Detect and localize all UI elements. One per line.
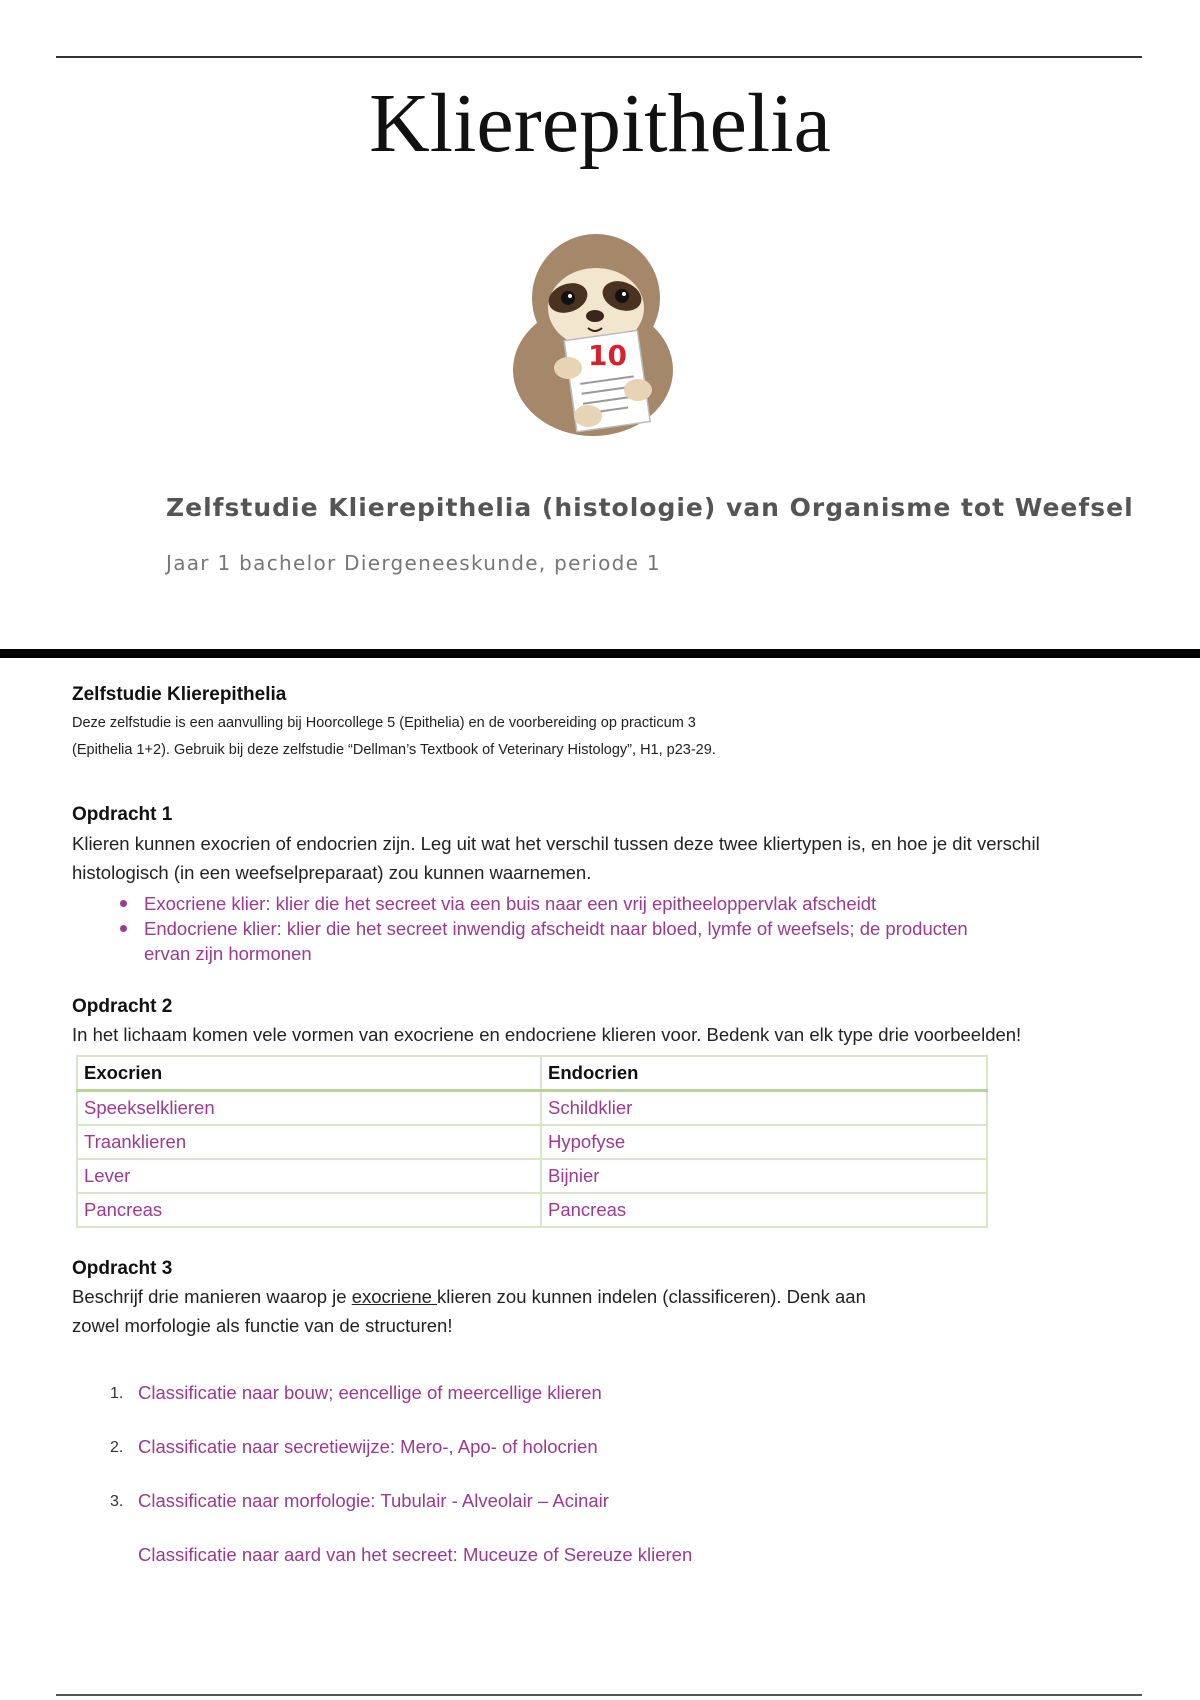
top-rule [56,56,1142,58]
question-line [72,1282,1132,1311]
bullet-icon [120,900,127,907]
question-line: zowel morfologie als functie van de structuren! [72,1315,453,1336]
answer-text: Classificatie naar aard van het secreet: Muceuze of Sereuze klieren [138,1544,693,1565]
table-cell: Pancreas [77,1193,541,1227]
bottom-rule [56,1694,1142,1696]
answer-number: 3. [110,1493,124,1510]
answer-number: 1. [110,1385,124,1402]
assignment-1-answers [72,891,1132,966]
answer-text: Classificatie naar morfologie: Tubulair - Alveolair – Acinair [138,1490,609,1511]
glands-table [76,1055,988,1228]
intro-title: Zelfstudie Klierepithelia [72,684,287,705]
cover-subtitle: Zelfstudie Klierepithelia (histologie) van Organisme tot Weefsel [166,493,1134,522]
answer-text: Endocriene klier: klier die het secreet inwendig afscheidt naar bloed, lymfe of weefsels; de producten ervan zijn hormonen [144,918,968,964]
table-cell: Lever [77,1159,541,1193]
assignment-2 [72,996,1132,1228]
intro-section [72,684,1132,764]
table-row [77,1091,987,1126]
table-cell: Pancreas [541,1193,987,1227]
numbered-answer [72,1540,1132,1594]
intro-text-line: (Epithelia 1+2). Gebruik bij deze zelfstudie “Dellman’s Textbook of Veterinary Histology”, H1, p23-29. [72,742,716,758]
page-content [72,684,1132,1594]
intro-text [72,710,832,764]
numbered-answer [72,1432,1132,1486]
answer-text: Classificatie naar bouw; eencellige of meercellige klieren [138,1382,602,1403]
table-cell: Hypofyse [541,1125,987,1159]
answer-number: 2. [110,1439,124,1456]
numbered-answer [72,1486,1132,1540]
assignment-3 [72,1258,1132,1594]
assignment-1-title: Opdracht 1 [72,804,173,825]
answer-bullet [120,891,984,916]
assignment-1 [72,804,1132,966]
answer-bullet [120,916,984,966]
answer-text: Classificatie naar secretiewijze: Mero-, Apo- of holocrien [138,1436,598,1457]
assignment-3-question [72,1282,1132,1340]
page-title: Klierepithelia [369,77,831,170]
question-underlined-word: exocriene [351,1286,438,1307]
sloth-mascot-image [498,230,688,440]
section-divider [0,649,1200,658]
intro-text-line: Deze zelfstudie is een aanvulling bij Hoorcollege 5 (Epithelia) en de voorbereiding op practicum 3 [72,715,696,731]
table-row [77,1125,987,1159]
question-text: Beschrijf drie manieren waarop je [72,1286,352,1307]
assignment-3-title: Opdracht 3 [72,1258,173,1279]
column-header-endocrien: Endocrien [541,1056,987,1091]
table-header-row [77,1056,987,1091]
table-row [77,1159,987,1193]
table-cell: Traanklieren [77,1125,541,1159]
assignment-3-answers [72,1378,1132,1594]
mascot-badge: 10 [588,339,627,372]
answer-text: Exocriene klier: klier die het secreet via een buis naar een vrij epitheeloppervlak afscheidt [144,893,877,914]
cover-year-line: Jaar 1 bachelor Diergeneeskunde, periode 1 [166,551,661,575]
table-cell: Bijnier [541,1159,987,1193]
column-header-exocrien: Exocrien [77,1056,541,1091]
numbered-answer [72,1378,1132,1432]
table-cell: Speekselklieren [77,1091,541,1126]
bullet-icon [120,925,127,932]
question-text: klieren zou kunnen indelen (classificeren). Denk aan [437,1286,866,1307]
table-cell: Schildklier [541,1091,987,1126]
assignment-1-question: Klieren kunnen exocrien of endocrien zijn. Leg uit wat het verschil tussen deze twee kliertypen is, en hoe je dit verschil histologisch (in een weefselpreparaat) zou kunnen waarnemen. [72,833,1040,883]
assignment-2-title: Opdracht 2 [72,996,173,1017]
table-row [77,1193,987,1227]
assignment-2-question: In het lichaam komen vele vormen van exocriene en endocriene klieren voor. Bedenk van elk type drie voorbeelden! [72,1024,1022,1045]
